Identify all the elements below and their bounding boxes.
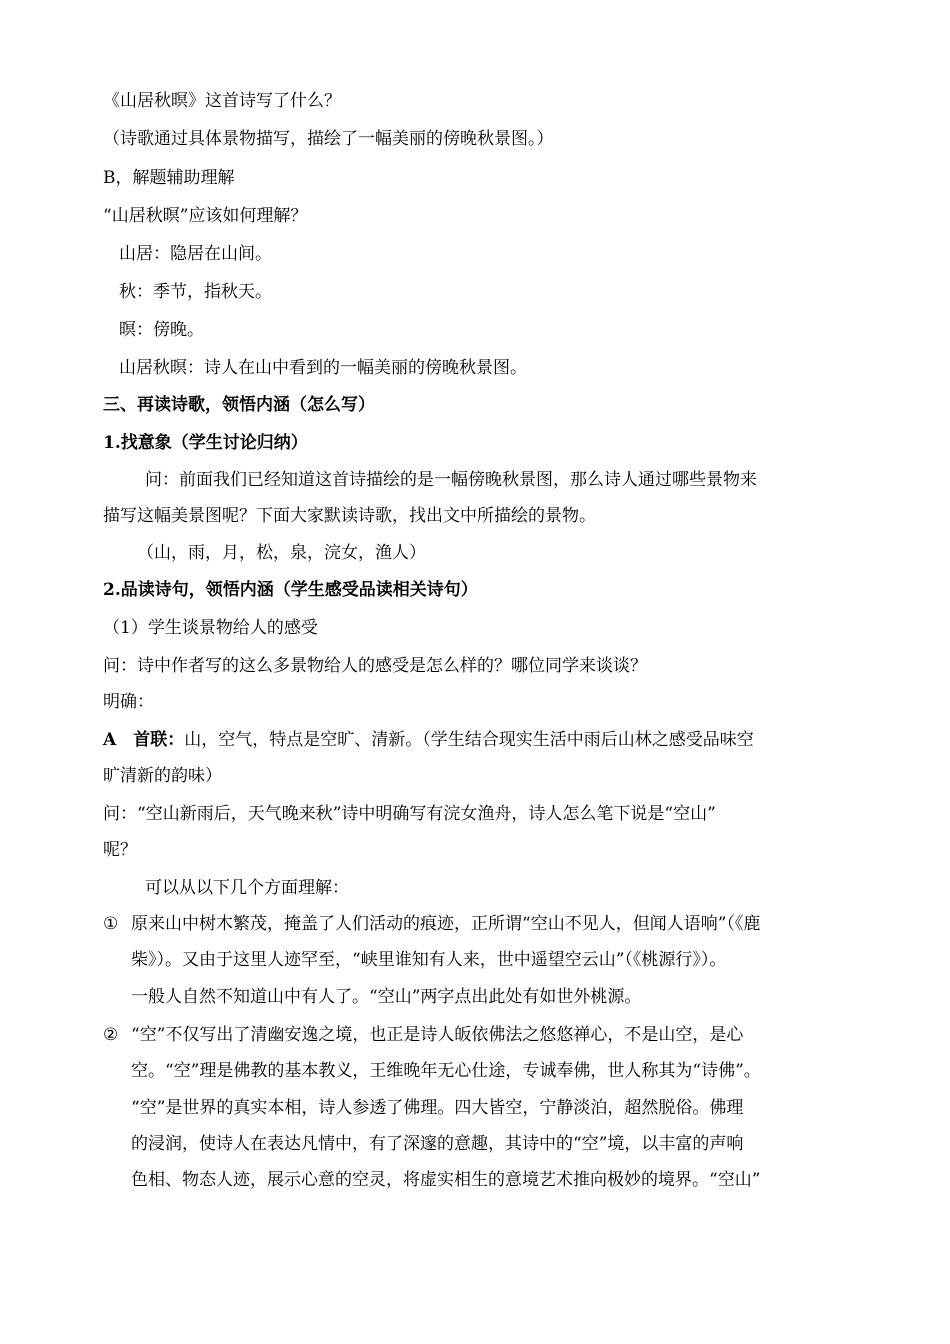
list-item-line: 的浸润，使诗人在表达凡情中，有了深邃的意趣，其诗中的“空”境，以丰富的声响 (131, 1134, 744, 1154)
list-item-line: 一般人自然不知道山中有人了。“空山”两字点出此处有如世外桃源。 (131, 987, 642, 1007)
question-feeling: 问：诗中作者写的这么多景物给人的感受是怎么样的？哪位同学来谈谈？ (103, 656, 647, 676)
section-3-heading: 三、再读诗歌，领悟内涵（怎么写） (103, 395, 375, 415)
list-item (103, 913, 843, 1023)
question-imagery-line-2: 描写这幅美景图呢？下面大家默读诗歌，找出文中所描绘的景物。 (103, 506, 596, 526)
list-item-line: 柴》）。又由于这里人迹罕至，“峡里谁知有人来，世中遥望空云山”（《桃源行》）。 (131, 950, 727, 970)
understand-intro: 可以从以下几个方面理解： (145, 878, 349, 898)
step-1-heading: 1.找意象（学生讨论归纳） (103, 433, 308, 453)
clarify-label: 明确： (103, 692, 154, 712)
question-title-meaning: “山居秋暝”应该如何理解？ (103, 206, 308, 226)
question-kongshan-line-1: 问：“空山新雨后，天气晚来秋”诗中明确写有浣女渔舟，诗人怎么笔下说是“空山” (103, 804, 716, 824)
list-item-line: 色相、物态人迹，展示心意的空灵，将虚实相生的意境艺术推向极妙的境界。“空山” (131, 1170, 761, 1190)
answer-imagery: （山，雨，月，松，泉，浣女，渔人） (137, 543, 426, 563)
answer-shoulian-line-1 (103, 729, 754, 751)
question-imagery-line-1: 问：前面我们已经知道这首诗描绘的是一幅傍晚秋景图，那么诗人通过哪些景物来 (145, 470, 757, 490)
answer-what-written: （诗歌通过具体景物描写，描绘了一幅美丽的傍晚秋景图。） (103, 129, 554, 149)
list-item-line: “空”不仅写出了清幽安逸之境，也正是诗人皈依佛法之悠悠禅心，不是山空，是心 (131, 1025, 744, 1045)
shoulian-text: 山，空气，特点是空旷、清新。（学生结合现实生活中雨后山林之感受品味空 (184, 730, 754, 750)
answer-shoulian-line-2: 旷清新的韵味） (103, 766, 222, 786)
section-b-title: B，解题辅助理解 (103, 168, 235, 188)
definition-shanju: 山居：隐居在山间。 (119, 244, 272, 264)
step-2-heading: 2.品读诗句，领悟内涵（学生感受品读相关诗句） (103, 580, 478, 600)
sub-1-heading: （1）学生谈景物给人的感受 (103, 618, 318, 638)
list-marker: ② (103, 1025, 119, 1045)
list-item-line: 原来山中树木繁茂，掩盖了人们活动的痕迹，正所谓“空山不见人，但闻人语响”（《鹿 (131, 914, 761, 934)
shoulian-label: A 首联： (103, 730, 185, 750)
list-item-line: “空”是世界的真实本相，诗人参透了佛理。四大皆空，宁静淡泊，超然脱俗。佛理 (131, 1098, 744, 1118)
definition-qiu: 秋：季节，指秋天。 (119, 282, 272, 302)
definition-full-title: 山居秋暝：诗人在山中看到的一幅美丽的傍晚秋景图。 (119, 358, 527, 378)
question-what-written: 《山居秋暝》这首诗写了什么？ (103, 91, 341, 111)
list-marker: ① (103, 914, 119, 934)
definition-ming: 暝：傍晚。 (119, 320, 204, 340)
list-item (103, 1024, 843, 1214)
list-item-line: 空。“空”理是佛教的基本教义，王维晚年无心仕途，专诚奉佛，世人称其为“诗佛”。 (131, 1061, 761, 1081)
question-kongshan-line-2: 呢？ (103, 840, 137, 860)
